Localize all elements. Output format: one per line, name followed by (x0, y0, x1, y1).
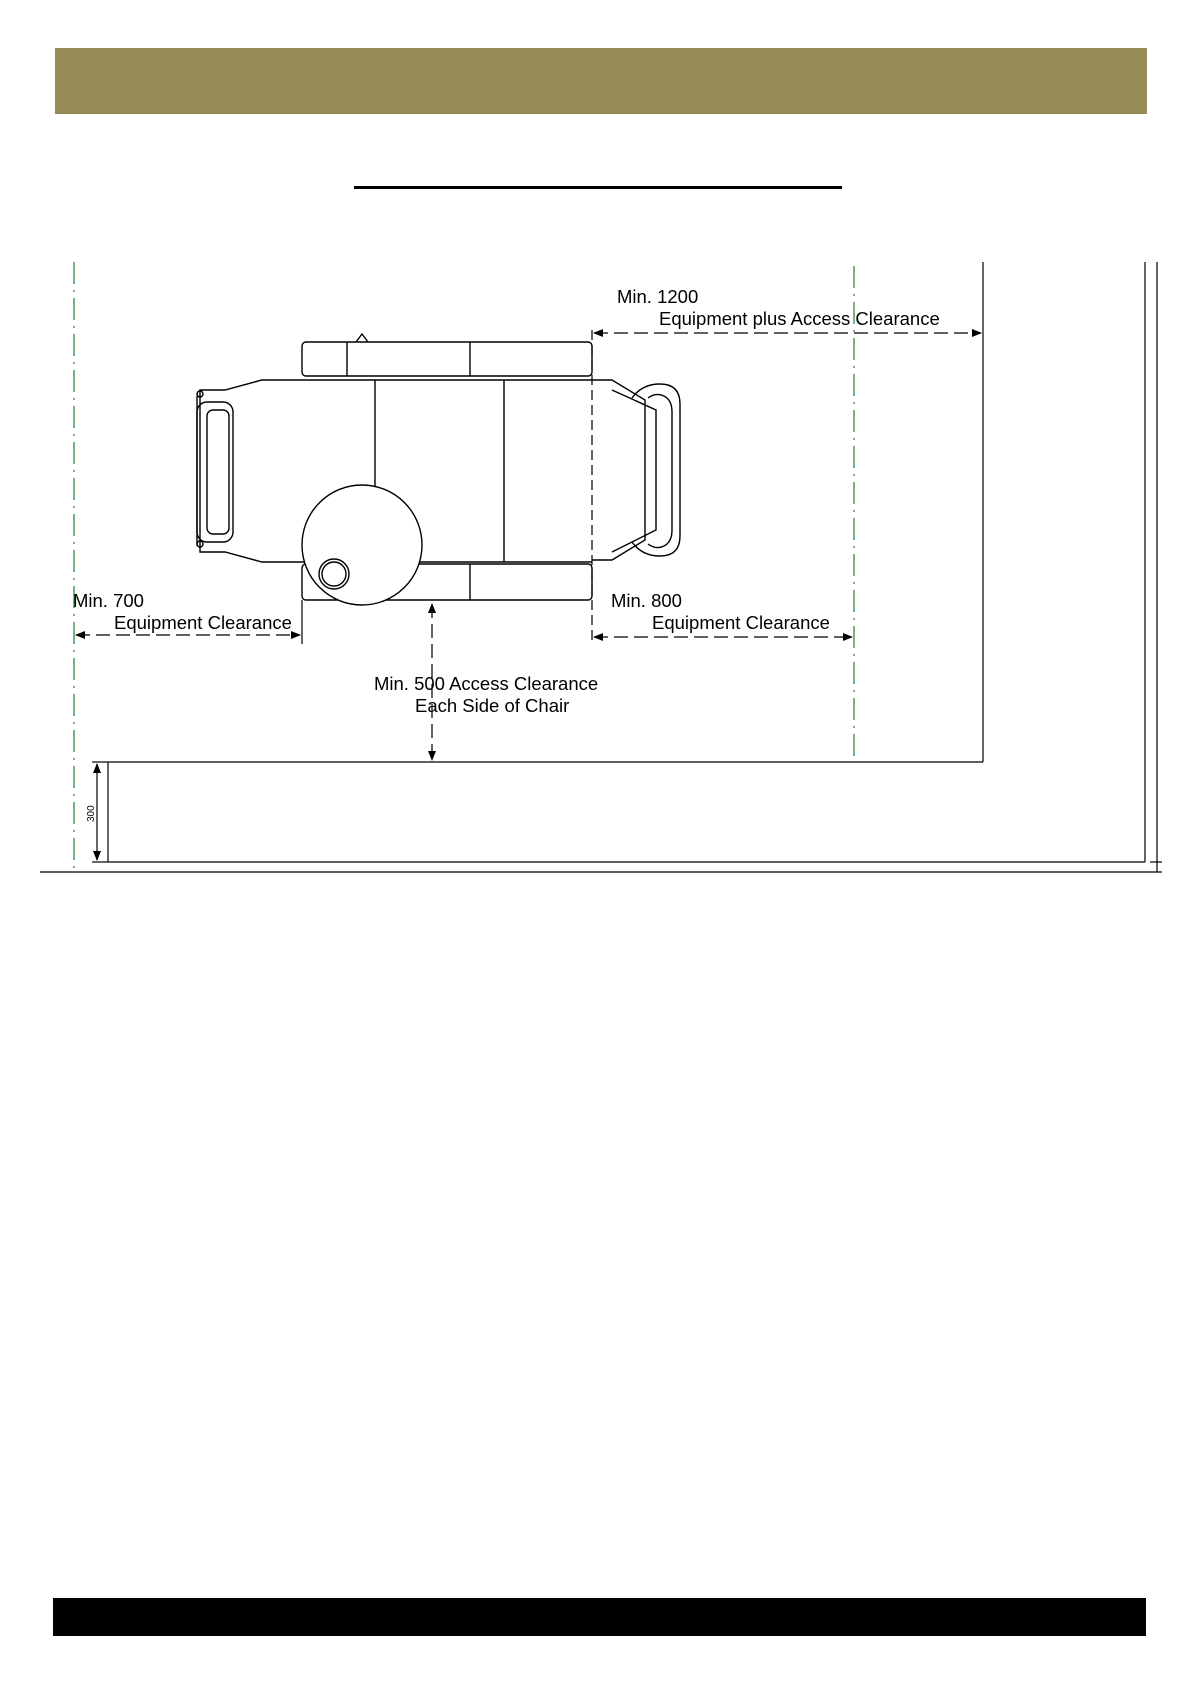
label-500-line2: Each Side of Chair (415, 695, 570, 716)
label-800-desc: Equipment Clearance (652, 612, 830, 633)
clearance-guide-lines (74, 262, 854, 872)
label-1200-desc: Equipment plus Access Clearance (659, 308, 940, 329)
room-walls (40, 262, 1162, 872)
back-rest (592, 380, 645, 560)
label-300: 300 (86, 805, 97, 822)
label-1200-min: Min. 1200 (617, 286, 699, 307)
chair-base (302, 485, 422, 605)
label-500-line1: Min. 500 Access Clearance (374, 673, 599, 694)
label-700-min: Min. 700 (73, 590, 144, 611)
label-800-min: Min. 800 (611, 590, 682, 611)
dental-chair (197, 334, 680, 605)
label-700-desc: Equipment Clearance (114, 612, 292, 633)
top-armrest (302, 342, 592, 376)
footer-band (53, 1598, 1146, 1636)
